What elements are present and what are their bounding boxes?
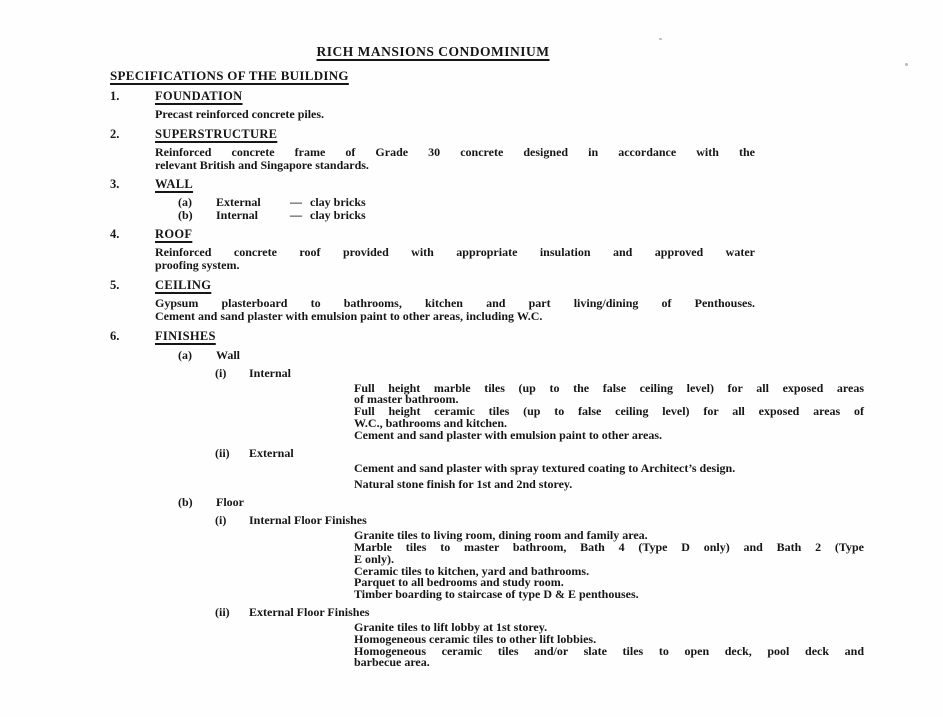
paragraph-line: Gypsum plasterboard to bathrooms, kitchen and part living/dining of Penthouses. [155,295,755,310]
subsub-paragraph [354,619,864,670]
document-body [110,44,864,670]
paragraph-line: W.C., bathrooms and kitchen. [354,415,508,430]
subsub-title: External Floor Finishes [249,604,370,619]
paragraph-line: E only). [354,551,395,566]
section-number: 6. [110,328,120,343]
subsub-title: Internal [249,365,291,380]
section-title: FINISHES [155,328,216,343]
paragraph-line: Granite tiles to lift lobby at 1st storey. [354,619,548,634]
subsub-title: External [249,445,294,460]
paragraph-line: barbecue area. [354,655,430,670]
subsub-header [215,447,756,460]
section-title: CEILING [155,277,212,292]
section-number: 5. [110,277,120,292]
paragraph-line: Homogeneous ceramic tiles to other lift lobbies. [354,631,597,646]
item-name: External [216,195,261,210]
section-title: SUPERSTRUCTURE [155,126,278,141]
section-title: WALL [155,177,194,192]
section-paragraph [155,246,755,272]
subsub-label: (i) [215,513,227,528]
section-header [110,227,756,242]
subsub-external [215,447,756,492]
paragraph-line: Timber boarding to staircase of type D & E penthouses. [354,587,639,602]
dash-separator: — [290,207,302,222]
subsection-floor-header [178,496,756,509]
section-roof [110,227,756,272]
item-label: (b) [178,207,193,222]
document-title: RICH MANSIONS CONDOMINIUM [316,44,550,59]
paragraph-line: Full height marble tiles (up to the false ceiling level) for all exposed areas [354,380,864,395]
subsub-internal-floor [215,513,864,602]
section-header [110,89,756,104]
section-superstructure [110,127,756,172]
subsection-title: Wall [216,347,241,362]
section-header [110,177,756,192]
paragraph-line: relevant British and Singapore standards. [155,157,369,172]
wall-spec-list [178,196,756,221]
section-header [110,127,756,142]
subsub-external-floor [215,604,864,670]
paragraph-line: Cement and sand plaster with emulsion paint to other areas. [354,427,663,442]
paragraph-line: Granite tiles to living room, dining room and family area. [354,528,648,543]
section-number: 2. [110,126,120,141]
scan-artifact [905,63,908,66]
paragraph-line: of master bathroom. [354,392,459,407]
section-title: ROOF [155,227,193,242]
section-number: 4. [110,227,120,242]
subsub-header [215,367,756,380]
paragraph-line: Cement and sand plaster with spray textured coating to Architect’s design. [354,460,736,475]
subsub-paragraph [354,530,864,601]
section-ceiling [110,278,756,323]
section-paragraph [155,146,755,172]
item-value: clay bricks [310,195,366,210]
section-header [110,329,756,344]
section-title: FOUNDATION [155,89,243,103]
subsub-header [215,514,756,527]
paragraph-line: proofing system. [155,258,240,273]
section-paragraph [155,297,755,323]
section-header [110,278,756,293]
subsection-label: (a) [178,347,192,362]
subsub-title: Internal Floor Finishes [249,513,367,528]
paragraph-line: Marble tiles to master bathroom, Bath 4 (Type D only) and Bath 2 (Type [354,539,864,554]
item-label: (a) [178,195,192,210]
subsub-label: (ii) [215,604,230,619]
subsection-wall-header [178,349,756,362]
paragraph-line: Precast reinforced concrete piles. [155,107,325,121]
subsub-label: (ii) [215,445,230,460]
paragraph-line: Cement and sand plaster with emulsion paint to other areas, including W.C. [155,308,543,323]
paragraph-line: Ceramic tiles to kitchen, yard and bathrooms. [354,563,590,578]
subsub-header [215,606,756,619]
paragraph-line: Reinforced concrete roof provided with appropriate insulation and approved water [155,245,755,260]
wall-spec-row-external [178,196,756,209]
paragraph-line: Homogeneous ceramic tiles and/or slate tiles to open deck, pool deck and [354,643,864,658]
wall-spec-row-internal [178,209,756,222]
section-foundation [110,89,756,121]
item-name: Internal [216,207,258,222]
section-number: 1. [110,89,120,103]
paragraph-line: Reinforced concrete frame of Grade 30 concrete designed in accordance with the [155,144,755,159]
subsection-label: (b) [178,495,193,510]
section-number: 3. [110,177,120,192]
section-finishes [110,328,864,670]
document-heading: SPECIFICATIONS OF THE BUILDING [110,68,349,83]
subsection-title: Floor [216,495,244,510]
paragraph-line: Natural stone finish for 1st and 2nd storey. [354,477,573,492]
paragraph-line: Parquet to all bedrooms and study room. [354,575,564,590]
scan-artifact [659,38,662,40]
subsub-paragraph [354,380,864,442]
section-paragraph [155,108,755,121]
section-wall [110,177,756,221]
paragraph-line: Full height ceramic tiles (up to false ceiling level) for all exposed areas of [354,404,864,419]
subsub-internal [215,365,864,442]
dash-separator: — [290,195,302,210]
item-value: clay bricks [310,207,366,222]
subsub-label: (i) [215,365,227,380]
subsub-paragraph [354,460,864,492]
